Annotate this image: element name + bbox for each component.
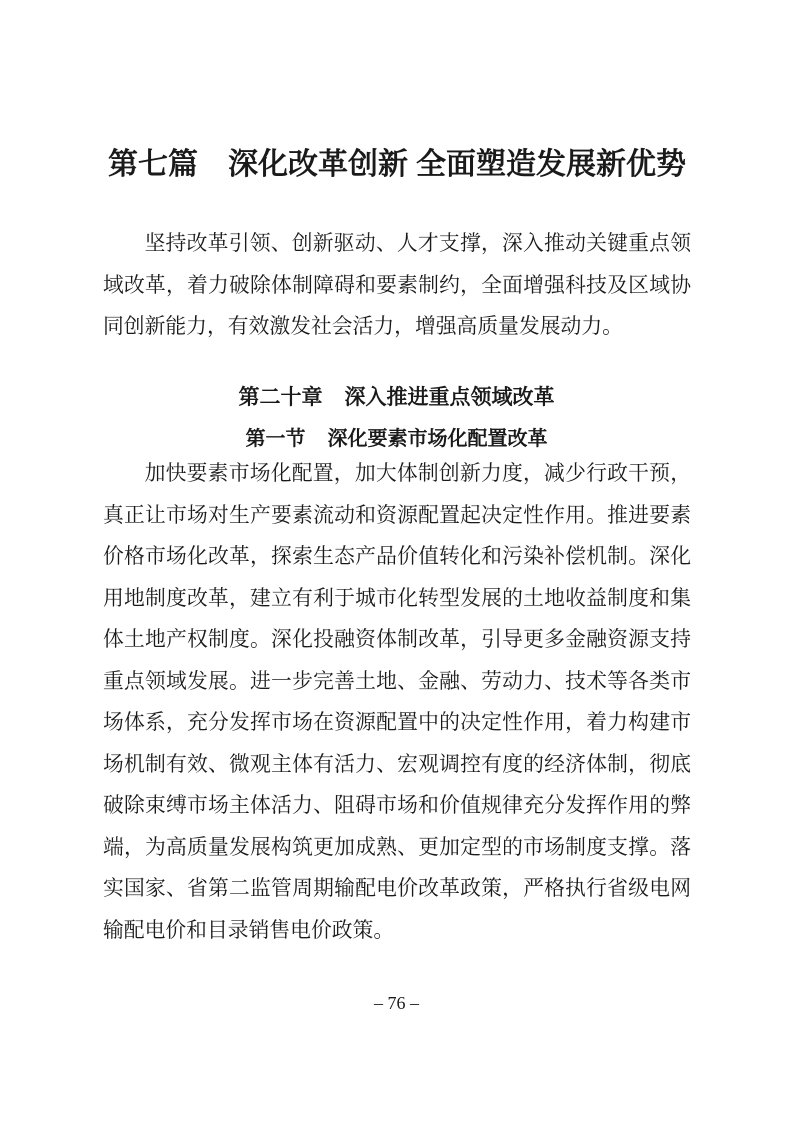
- section-name: 深化要素市场化配置改革: [327, 426, 548, 450]
- part-title-first: 深化改革创新: [228, 147, 408, 182]
- intro-paragraph: 坚持改革引领、创新驱动、人才支撑，深入推动关键重点领域改革，着力破除体制障碍和要素制约，全面增强科技及区域协同创新能力，有效激发社会活力，增强高质量发展动力。: [103, 231, 691, 338]
- part-title-second: 全面塑造发展新优势: [416, 147, 686, 182]
- section-number: 第一节: [245, 426, 306, 450]
- chapter-title: [0, 379, 793, 415]
- body-paragraph: 加快要素市场化配置，加大体制创新力度，减少行政干预，真正让市场对生产要素流动和资源配置起决定性作用。推进要素价格市场化改革，探索生态产品价值转化和污染补偿机制。深化用地制度改革，建立有利于城市化转型发展的土地收益制度和集体土地产权制度。深化投融资体制改革，引导更多金融资源支持重点领域发展。进一步完善土地、金融、劳动力、技术等各类市场体系，充分发挥市场在资源配置中的决定性作用，着力构建市场机制有效、微观主体有活力、宏观调控有度的经济体制，彻底破除束缚市场主体活力、阻碍市场和价值规律充分发挥作用的弊端，为高质量发展构筑更加成熟、更加定型的市场制度支撑。落实国家、省第二监管周期输配电价改革政策，严格执行省级电网输配电价和目录销售电价政策。: [103, 461, 691, 942]
- page-number: – 76 –: [374, 993, 419, 1013]
- section-title: [0, 420, 793, 456]
- chapter-name: 深入推进重点领域改革: [344, 385, 555, 409]
- chapter-number: 第二十章: [238, 385, 323, 409]
- part-title: [108, 140, 708, 190]
- part-number: 第七篇: [108, 147, 198, 182]
